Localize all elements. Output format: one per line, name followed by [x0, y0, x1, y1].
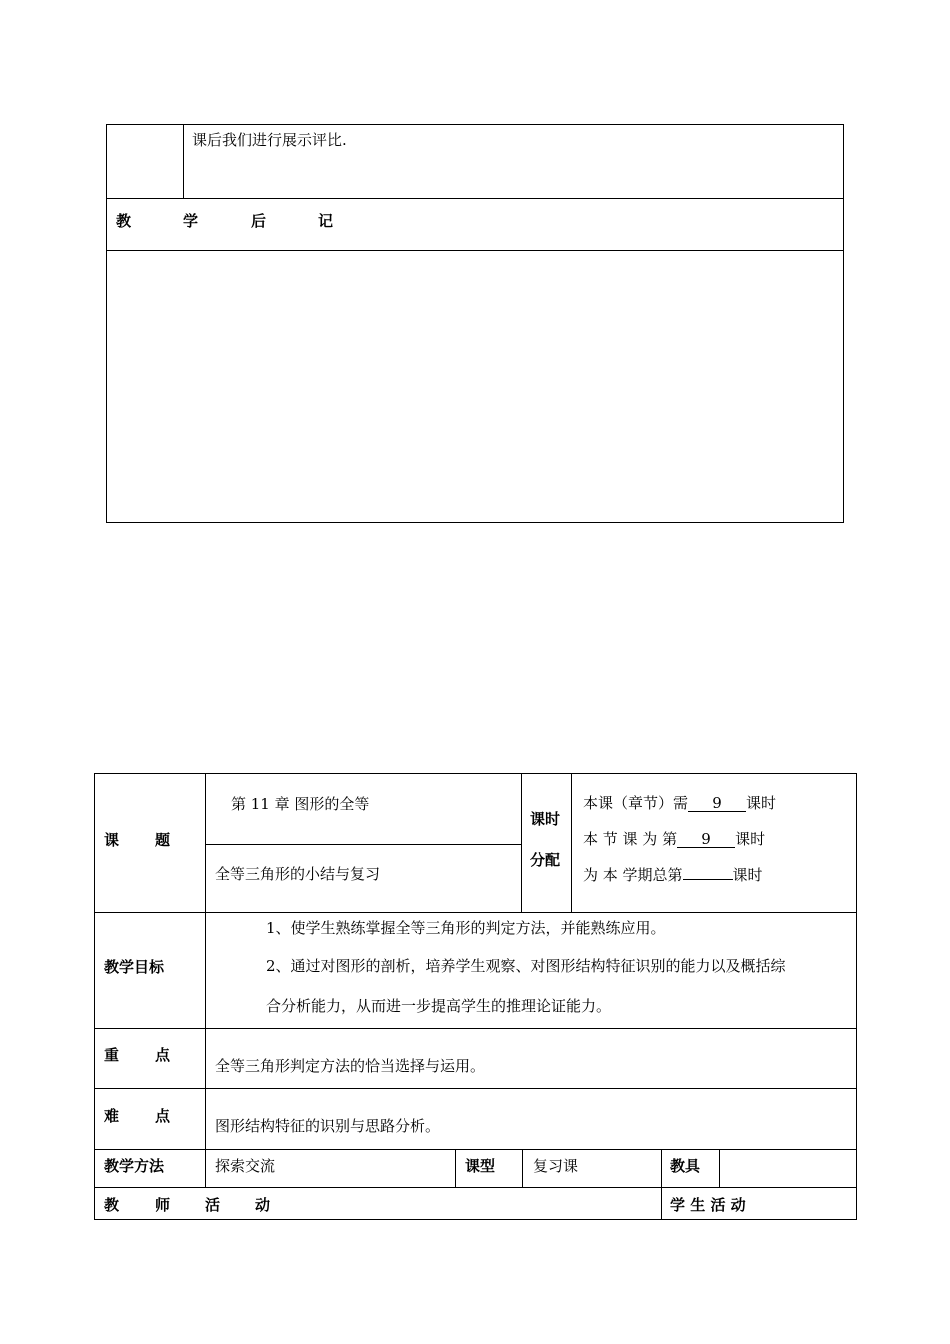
- difficulty-label-char: 点: [155, 1107, 171, 1125]
- notes-label-char: 记: [318, 212, 334, 230]
- teacher-activity-char: 教: [104, 1196, 120, 1214]
- key-label-char: 重: [104, 1046, 120, 1064]
- review-text: 课后我们进行展示评比.: [192, 131, 347, 149]
- student-activity-label: 学 生 活 动: [670, 1196, 746, 1214]
- notes-area[interactable]: [108, 252, 842, 521]
- hours-line-2-value: 9: [677, 831, 735, 848]
- teacher-activity-char: 活: [205, 1196, 221, 1214]
- hours-line-2-post: 课时: [735, 830, 766, 848]
- method-label: 教学方法: [104, 1157, 165, 1175]
- hours-line-2-pre: 本 节 课 为 第: [583, 830, 678, 848]
- teacher-activity-char: 师: [155, 1196, 171, 1214]
- goal-2-line-1: 2、通过对图形的剖析，培养学生观察、对图形结构特征识别的能力以及概括综: [266, 957, 786, 975]
- hours-line-1-pre: 本课（章节）需: [583, 794, 689, 812]
- difficulty-label-char: 难: [104, 1107, 120, 1125]
- goals-label: 教学目标: [104, 958, 165, 976]
- goal-2-line-2: 合分析能力，从而进一步提高学生的推理论证能力。: [266, 997, 612, 1015]
- topic-label-char: 题: [155, 831, 171, 849]
- goal-1: 1、使学生熟练掌握全等三角形的判定方法，并能熟练应用。: [266, 919, 666, 937]
- hours-line-3-post: 课时: [732, 866, 763, 884]
- key-label-char: 点: [155, 1046, 171, 1064]
- topic-label-char: 课: [104, 831, 120, 849]
- type-label: 课型: [465, 1157, 496, 1175]
- tools-label: 教具: [670, 1157, 701, 1175]
- hours-line-1-value: 9: [688, 795, 746, 812]
- chapter-title: 第 11 章 图形的全等: [231, 795, 370, 813]
- type-value: 复习课: [533, 1157, 579, 1175]
- hours-line-1: [583, 792, 776, 813]
- hours-line-3: [583, 864, 763, 885]
- notes-label-char: 后: [251, 212, 267, 230]
- hours-line-1-post: 课时: [746, 794, 777, 812]
- hours-label-1: 课时: [530, 810, 561, 828]
- lesson-title: 全等三角形的小结与复习: [215, 865, 381, 883]
- difficulty-text: 图形结构特征的识别与思路分析。: [215, 1117, 441, 1135]
- notes-label: [116, 210, 346, 230]
- key-text: 全等三角形判定方法的恰当选择与运用。: [215, 1057, 486, 1075]
- hours-label-2: 分配: [530, 851, 561, 869]
- hours-line-3-value: [683, 879, 733, 880]
- teacher-activity-label: [104, 1194, 304, 1214]
- hours-line-2: [583, 828, 765, 849]
- hours-line-3-pre: 为 本 学期总第: [583, 866, 683, 884]
- notes-label-char: 学: [183, 212, 199, 230]
- notes-label-char: 教: [116, 212, 132, 230]
- method-value: 探索交流: [215, 1157, 276, 1175]
- teacher-activity-char: 动: [255, 1196, 271, 1214]
